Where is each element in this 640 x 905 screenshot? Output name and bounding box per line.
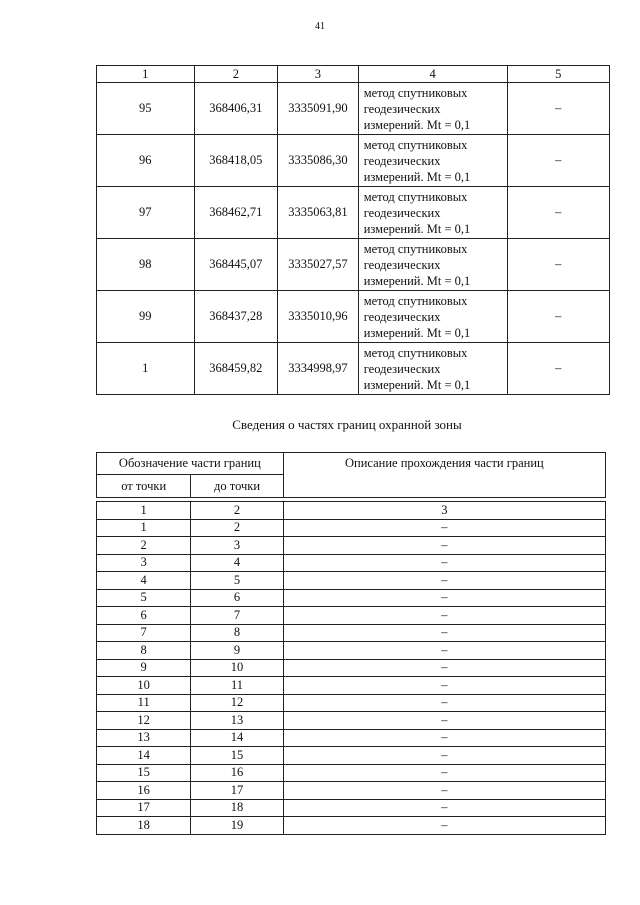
x-coordinate: 368462,71 [194, 187, 278, 239]
boundary-description: – [283, 519, 605, 537]
point-number: 95 [97, 83, 195, 135]
method-line: измерений. Mt = 0,1 [363, 377, 471, 392]
boundary-part-designation-header: Обозначение части границ [97, 453, 284, 475]
to-point-header: до точки [191, 475, 283, 498]
from-point: 4 [97, 572, 191, 590]
coordinates-row [97, 291, 610, 343]
boundary-part-row [97, 642, 606, 660]
boundary-description: – [283, 764, 605, 782]
coordinates-row [97, 239, 610, 291]
to-point: 5 [191, 572, 283, 590]
boundary-part-row [97, 659, 606, 677]
from-point: 5 [97, 589, 191, 607]
to-point: 6 [191, 589, 283, 607]
boundary-description-header: Описание прохождения части границ [283, 453, 605, 498]
from-point: 1 [97, 519, 191, 537]
coordinates-row [97, 343, 610, 395]
y-coordinate: 3335063,81 [278, 187, 359, 239]
column-header-5: 5 [507, 66, 609, 83]
determination-method [358, 135, 507, 187]
method-line: измерений. Mt = 0,1 [363, 117, 471, 132]
x-coordinate: 368445,07 [194, 239, 278, 291]
from-point: 3 [97, 554, 191, 572]
boundary-parts-table [96, 452, 606, 835]
extra-value: – [507, 239, 609, 291]
boundary-description: – [283, 747, 605, 765]
from-point: 17 [97, 799, 191, 817]
to-point: 14 [191, 729, 283, 747]
to-point: 16 [191, 764, 283, 782]
boundary-description: – [283, 782, 605, 800]
y-coordinate: 3335091,90 [278, 83, 359, 135]
boundary-part-row [97, 729, 606, 747]
point-number: 98 [97, 239, 195, 291]
method-line: измерений. Mt = 0,1 [363, 273, 471, 288]
to-point: 7 [191, 607, 283, 625]
boundary-part-row [97, 572, 606, 590]
method-line: метод спутниковых [363, 189, 468, 204]
boundary-part-row [97, 589, 606, 607]
boundary-part-row [97, 624, 606, 642]
x-coordinate: 368437,28 [194, 291, 278, 343]
section-title: Сведения о частях границ охранной зоны [232, 417, 462, 432]
boundary-part-row [97, 694, 606, 712]
to-point: 13 [191, 712, 283, 730]
coordinates-row [97, 187, 610, 239]
boundary-part-row [97, 799, 606, 817]
boundary-description: – [283, 694, 605, 712]
from-point: 9 [97, 659, 191, 677]
boundary-part-row [97, 782, 606, 800]
to-point: 9 [191, 642, 283, 660]
from-point: 2 [97, 537, 191, 555]
x-coordinate: 368459,82 [194, 343, 278, 395]
boundary-description: – [283, 729, 605, 747]
boundary-description: – [283, 572, 605, 590]
to-point: 12 [191, 694, 283, 712]
boundary-part-row [97, 817, 606, 835]
boundary-description: – [283, 659, 605, 677]
determination-method [358, 187, 507, 239]
column-header-3: 3 [278, 66, 359, 83]
extra-value: – [507, 83, 609, 135]
point-number: 97 [97, 187, 195, 239]
column-header-1: 1 [97, 66, 195, 83]
from-point: 16 [97, 782, 191, 800]
boundary-description: – [283, 607, 605, 625]
column-header-2: 2 [194, 66, 278, 83]
column-header-4: 4 [358, 66, 507, 83]
boundary-part-row [97, 764, 606, 782]
boundary-part-row [97, 519, 606, 537]
from-point-header: от точки [97, 475, 191, 498]
method-line: геодезических [363, 309, 441, 324]
method-line: геодезических [363, 153, 441, 168]
method-line: геодезических [363, 101, 441, 116]
y-coordinate: 3334998,97 [278, 343, 359, 395]
from-point: 18 [97, 817, 191, 835]
numbering-cell-2: 2 [191, 502, 283, 520]
from-point: 7 [97, 624, 191, 642]
extra-value: – [507, 343, 609, 395]
from-point: 13 [97, 729, 191, 747]
method-line: измерений. Mt = 0,1 [363, 325, 471, 340]
boundary-part-row [97, 537, 606, 555]
boundary-part-row [97, 554, 606, 572]
to-point: 8 [191, 624, 283, 642]
y-coordinate: 3335010,96 [278, 291, 359, 343]
extra-value: – [507, 291, 609, 343]
x-coordinate: 368418,05 [194, 135, 278, 187]
method-line: метод спутниковых [363, 85, 468, 100]
numbering-cell-1: 1 [97, 502, 191, 520]
boundary-description: – [283, 589, 605, 607]
to-point: 19 [191, 817, 283, 835]
numbering-cell-3: 3 [283, 502, 605, 520]
boundary-table-group-header [97, 453, 606, 475]
from-point: 11 [97, 694, 191, 712]
boundary-description: – [283, 554, 605, 572]
from-point: 10 [97, 677, 191, 695]
method-line: геодезических [363, 361, 441, 376]
boundary-description: – [283, 799, 605, 817]
point-number: 99 [97, 291, 195, 343]
method-line: метод спутниковых [363, 345, 468, 360]
boundary-part-row [97, 677, 606, 695]
from-point: 6 [97, 607, 191, 625]
method-line: геодезических [363, 205, 441, 220]
from-point: 14 [97, 747, 191, 765]
method-line: измерений. Mt = 0,1 [363, 221, 471, 236]
y-coordinate: 3335086,30 [278, 135, 359, 187]
y-coordinate: 3335027,57 [278, 239, 359, 291]
boundary-description: – [283, 712, 605, 730]
coordinates-table [96, 65, 610, 395]
to-point: 3 [191, 537, 283, 555]
extra-value: – [507, 187, 609, 239]
boundary-numbering-row [97, 502, 606, 520]
boundary-description: – [283, 817, 605, 835]
boundary-part-row [97, 607, 606, 625]
coordinates-table-header [97, 66, 610, 83]
method-line: метод спутниковых [363, 241, 468, 256]
boundary-description: – [283, 642, 605, 660]
x-coordinate: 368406,31 [194, 83, 278, 135]
point-number: 96 [97, 135, 195, 187]
from-point: 12 [97, 712, 191, 730]
method-line: геодезических [363, 257, 441, 272]
to-point: 17 [191, 782, 283, 800]
boundary-part-row [97, 747, 606, 765]
point-number: 1 [97, 343, 195, 395]
coordinates-row [97, 135, 610, 187]
extra-value: – [507, 135, 609, 187]
to-point: 11 [191, 677, 283, 695]
determination-method [358, 83, 507, 135]
boundary-description: – [283, 677, 605, 695]
determination-method [358, 343, 507, 395]
to-point: 15 [191, 747, 283, 765]
method-line: измерений. Mt = 0,1 [363, 169, 471, 184]
coordinates-row [97, 83, 610, 135]
to-point: 18 [191, 799, 283, 817]
determination-method [358, 239, 507, 291]
to-point: 10 [191, 659, 283, 677]
to-point: 4 [191, 554, 283, 572]
page-number: 41 [315, 21, 325, 32]
method-line: метод спутниковых [363, 137, 468, 152]
from-point: 8 [97, 642, 191, 660]
boundary-description: – [283, 624, 605, 642]
method-line: метод спутниковых [363, 293, 468, 308]
from-point: 15 [97, 764, 191, 782]
boundary-description: – [283, 537, 605, 555]
to-point: 2 [191, 519, 283, 537]
determination-method [358, 291, 507, 343]
boundary-part-row [97, 712, 606, 730]
